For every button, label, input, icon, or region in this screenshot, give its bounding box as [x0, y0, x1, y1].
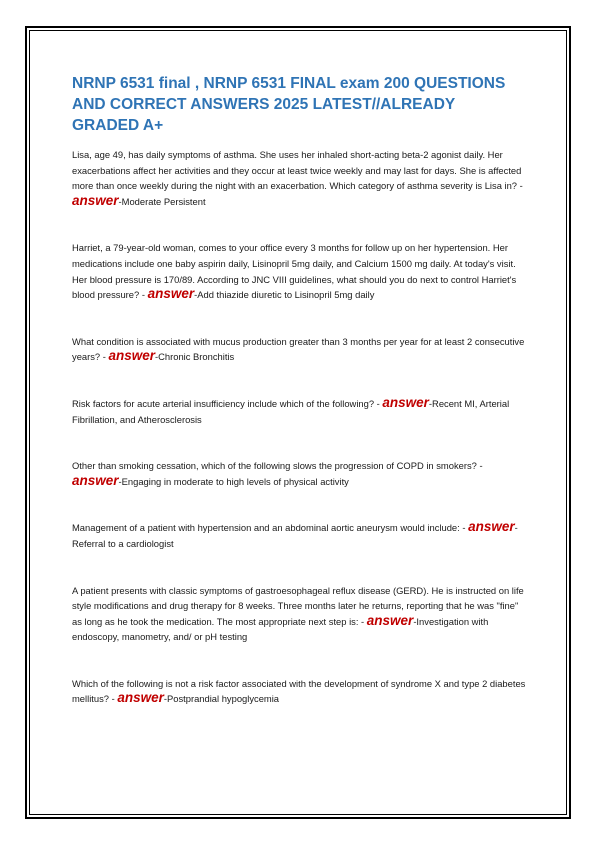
qa-item [72, 147, 526, 209]
qa-item [72, 334, 526, 365]
qa-item [72, 520, 526, 551]
answer-label: answer [72, 472, 119, 488]
answer-text: -Moderate Persistent [118, 195, 206, 207]
question-text: A patient presents with classic symptoms of gastroesophageal reflux disease (GERD). He is instructed on life style modifications and drug therapy for 8 weeks. Three months later he returns, reporting that he was "fine" as long as he took the medication. The most appropriate next step is: - [72, 584, 524, 627]
answer-label: answer [72, 192, 119, 208]
answer-label: answer [108, 348, 156, 364]
qa-item [72, 676, 526, 707]
answer-text: -Add thiazide diuretic to Lisinopril 5mg daily [194, 289, 375, 301]
qa-item [72, 240, 526, 302]
answer-text: -Postprandial hypoglycemia [163, 693, 280, 705]
question-text: Which of the following is not a risk factor associated with the development of syndrome X and type 2 diabetes mellitus? - [72, 677, 526, 705]
answer-label: answer [366, 612, 414, 628]
question-text: Management of a patient with hypertension and an abdominal aortic aneurysm would include: - [72, 522, 469, 534]
answer-text: -Engaging in moderate to high levels of physical activity [118, 475, 349, 487]
answer-label: answer [382, 394, 429, 410]
answer-label: answer [468, 519, 515, 535]
qa-item [72, 396, 526, 427]
document-title: NRNP 6531 final , NRNP 6531 FINAL exam 200 QUESTIONS AND CORRECT ANSWERS 2025 LATEST//ALREADY GRADED A+ [72, 75, 506, 134]
qa-item [72, 583, 526, 645]
question-text: Harriet, a 79-year-old woman, comes to your office every 3 months for follow up on her hypertension. Her medications include one baby aspirin daily, Lisinopril 5mg daily, and Calcium 1500 mg daily. At today's visit. Her blood pressure is 170/89. According to JNC VIII guidelines, what should you do next to control Harriet's blood pressure? - [72, 242, 517, 301]
answer-text: -Referral to a cardiologist [72, 522, 518, 549]
answer-text: -Chronic Bronchitis [155, 351, 235, 363]
document-body [72, 73, 526, 738]
question-text: Risk factors for acute arterial insufficiency include which of the following? - [72, 397, 383, 409]
question-text: Lisa, age 49, has daily symptoms of asthma. She uses her inhaled short-acting beta-2 agonist daily. Her exacerbations affect her activities and they occur at least twice weekly and may last for days. She is affected more than once weekly during the night with an exacerbation. Which category of asthma severity is Lisa in? - [72, 149, 523, 192]
answer-label: answer [147, 286, 195, 302]
answer-label: answer [117, 690, 164, 706]
question-text: What condition is associated with mucus production greater than 3 months per year for at least 2 consecutive years? - [72, 335, 525, 363]
question-text: Other than smoking cessation, which of the following slows the progression of COPD in smokers? - [72, 460, 483, 472]
qa-item [72, 458, 526, 489]
answer-text: -Recent MI, Arterial Fibrillation, and Atherosclerosis [72, 397, 510, 425]
answer-text: -Investigation with endoscopy, manometry, and/ or pH testing [72, 615, 489, 643]
